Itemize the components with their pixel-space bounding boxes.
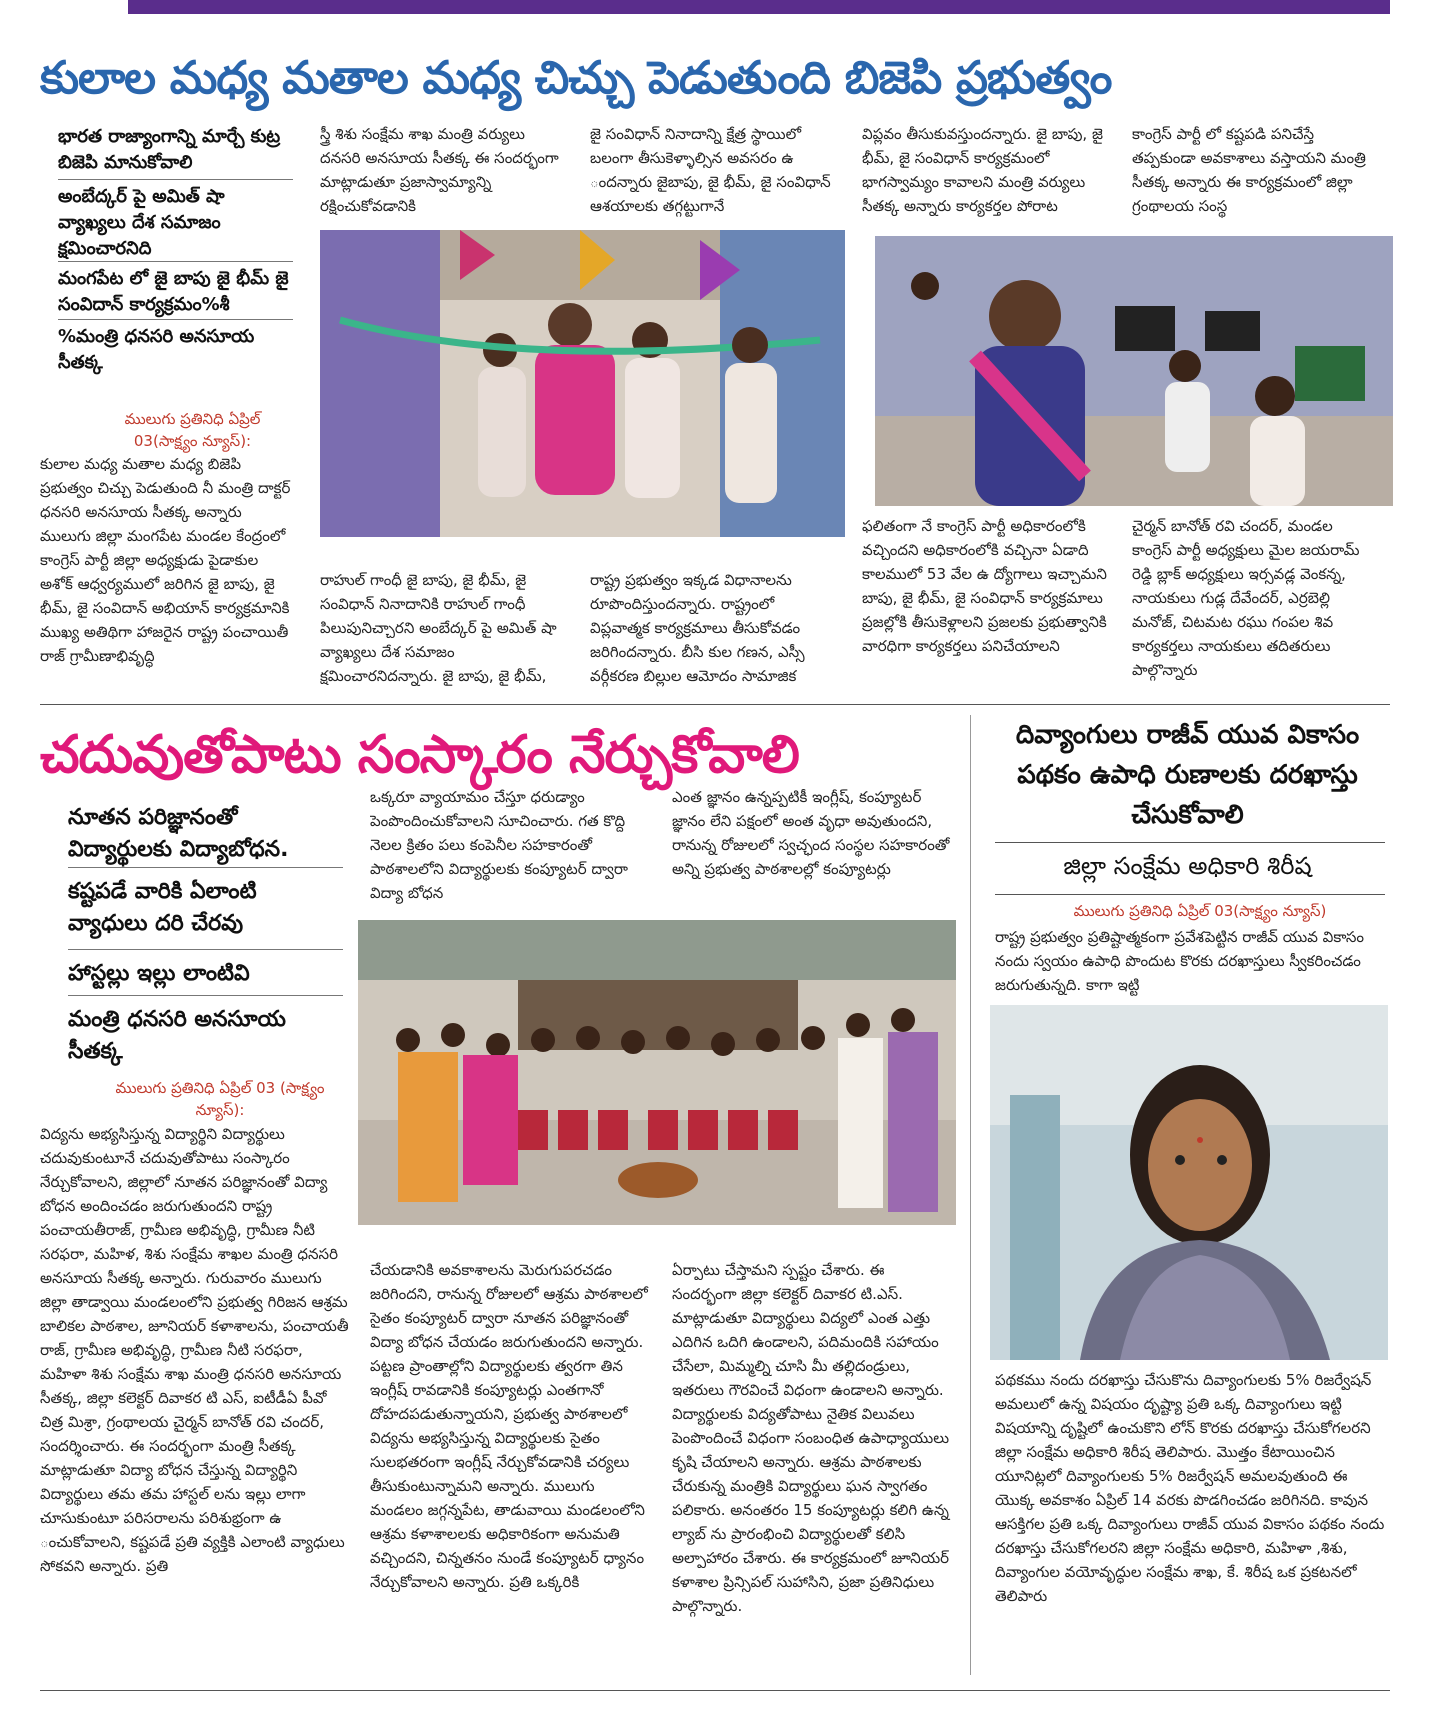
story1-col4-top: విప్లవం తీసుకువస్తుందన్నారు. జై బాపు, జై భీమ్, జై సంవిధాన్ కార్యక్రమంలో భాగస్వామ్యం కావాలని మంత్రి వర్యులు సీతక్క అన్నారు కార్యకర్తల పోరాట	[862, 125, 1103, 215]
story2-col3-top: ఎంత జ్ఞానం ఉన్నప్పటికీ ఇంగ్లీష్, కంప్యూటర్ జ్ఞానం లేని పక్షంలో అంత వృధా అవుతుందని, రానున్న రోజులలో స్వచ్ఛంద సంస్థల సహకారంతో అన్ని ప్రభుత్వ పాఠశాలల్లో కంప్యూటర్లు	[672, 788, 950, 878]
story1-col1: కులాల మధ్య మతాల మధ్య బిజెపి ప్రభుత్వం చిచ్చు పెడుతుంది నీ మంత్రి దాక్టర్ ధనసరి అనసూయ సీతక్క అన్నారు ములుగు జిల్లా మంగపేట మండల కేంద్రంలో కాంగ్రెస్ పార్టీ జిల్లా అధ్యక్షుడు పైడాకుల అశోక్ ఆధ్వర్యములో జరిగిన జై బాపు, జై భీమ్, జై సంవిదాన్ అభియాన్ కార్యక్రమానికి ముఖ్య అతిథిగా హాజరైన రాష్ట్ర పంచాయితీ రాజ్ గ్రామీణాభివృద్ధి	[40, 455, 291, 665]
story1-col3-top: జై సంవిధాన్ నినాదాన్ని క్షేత్ర స్థాయిలో బలంగా తీసుకెళ్ళాల్సిన అవసరం ఉ ందన్నారు జైబాపు, జై భీమ్, జై సంవిధాన్ ఆశయాలకు తగ్గట్టుగానే	[590, 125, 831, 215]
story1-col2-top: స్త్రీ శిశు సంక్షేమ శాఖ మంత్రి వర్యులు దనసరి అనసూయ సీతక్క ఈ సందర్భంగా మాట్లాడుతూ ప్రజాస్వామ్యాన్ని రక్షించుకోవడానికి	[320, 125, 559, 215]
highlight-1: భారత రాజ్యాంగాన్ని మార్చే కుట్ర బిజెపి మానుకోవాలి	[58, 122, 293, 180]
story3-top-text: రాష్ట్ర ప్రభుత్వం ప్రతిష్టాత్మకంగా ప్రవేశపెట్టిన రాజీవ్ యువ వికాసం నందు స్వయం ఉపాధి పొందుట కొరకు దరఖాస్తులు స్వీకరించడం జరుగుతున్నది. కాగా ఇట్టి	[995, 928, 1364, 994]
story3-dateline: ములుగు ప్రతినిధి ఏప్రిల్ 03(సాక్ష్యం న్యూస్)	[1073, 902, 1327, 920]
officer-portrait-illustration	[990, 1005, 1388, 1360]
story2-dateline: ములుగు ప్రతినిధి ఏప్రిల్ 03 (సాక్ష్యం న్యూస్):	[115, 1079, 325, 1119]
photo-computer-lab	[875, 236, 1393, 506]
story2-col1: విద్యను అభ్యసిస్తున్న విద్యార్థిని విద్యార్థులు చదువుకుంటూనే చదువుతోపాటు సంస్కారం నేర్చుకోవాలని, జిల్లాలో నూతన పరిజ్ఞానంతో విద్యా బోధన అందించడం జరుగుతుందని రాష్ట్ర పంచాయతీరాజ్, గ్రామీణ అభివృద్ధి, గ్రామీణ నీటి సరఫరా, మహిళ, శిశు సంక్షేమ శాఖల మంత్రి ధనసరి అనసూయ సీతక్క అన్నారు. గురువారం ములుగు జిల్లా తాడ్వాయి మండలంలోని ప్రభుత్వ గిరిజన ఆశ్రమ బాలికల పాఠశాల, జూనియర్ కళాశాలను, పంచాయతీ రాజ్, గ్రామీణ అభివృద్ధి, గ్రామీణ నీటి సరఫరా, మహిళా శిశు సంక్షేమ శాఖ మంత్రి ధనసరి అనసూయ సీతక్క, జిల్లా కలెక్టర్ దివాకర టి ఎస్, ఐటీడీఏ పీవో చిత్ర మిశ్రా, గ్రంథాలయ చైర్మన్ బానోత్ రవి చందర్, సందర్శించారు. ఈ సందర్భంగా మంత్రి సీతక్క మాట్లాడుతూ విద్యా బోధన చేస్తున్న విద్యార్థిని విద్యార్థులు తమ తమ హాస్టల్ లను ఇల్లు లాగా చూసుకుంటూ పరిసరాలను పరిశుభ్రంగా ఉ ంచుకోవాలని, కష్టపడే ప్రతి వ్యక్తికి ఎలాంటి వ్యాధులు సోకవని అన్నారు. ప్రతి	[40, 1125, 349, 1575]
story3-rule-2	[995, 894, 1385, 895]
story1-highlights	[58, 122, 293, 378]
photo-ribbon-cutting	[320, 230, 845, 537]
highlight-minister: మంత్రి ధనసరి అనసూయ సీతక్క	[68, 1007, 286, 1064]
story1-col2-bottom: రాహుల్ గాంధీ జై బాపు, జై భీమ్, జై సంవిధాన్ నినాదానికి రాహుల్ గాంధీ పిలుపునిచ్చారని అంబేద్కర్ పై అమిత్ షా వ్యాఖ్యలు దేశ సమాజం క్షమించారనిదన్నారు. జై బాపు, జై భీమ్,	[320, 571, 557, 685]
story2-col3-bottom: ఏర్పాటు చేస్తామని స్పష్టం చేశారు. ఈ సందర్భంగా జిల్లా కలెక్టర్ దివాకర టి.ఎస్. మాట్లాడుతూ విద్యార్థులు విద్యలో ఎంత ఎత్తు ఎదిగిన ఒదిగి ఉండాలని, పదిమందికి సహాయం చేసేలా, మిమ్మల్ని చూసి మీ తల్లిదండ్రులు, ఇతరులు గౌరవించే విధంగా ఉండాలని అన్నారు. విద్యార్థులకు విద్యతోపాటు నైతిక విలువలు పెంపొందించే విధంగా సంబంధిత ఉపాధ్యాయులు కృషి చేయాలని అన్నారు. ఆశ్రమ పాఠశాలకు చేరుకున్న మంత్రికి విద్యార్థులు ఘన స్వాగతం పలికారు. అనంతరం 15 కంప్యూటర్లు కలిగి ఉన్న ల్యాబ్ ను ప్రారంభించి విద్యార్థులతో కలిసి అల్పాహారం చేశారు. ఈ కార్యక్రమంలో జూనియర్ కళాశాల ప్రిన్సిపల్ సుహాసిని, ప్రజా ప్రతినిధులు పాల్గొన్నారు.	[672, 1261, 950, 1615]
highlight-3: మంగపేట లో జై బాపు జై భీమ్ జై సంవిదాన్ కార్యక్రమం%శీ	[58, 262, 293, 320]
highlight-new-tech: నూతన పరిజ్ఞానంతో విద్యార్థులకు విద్యాబోధన.	[68, 800, 343, 868]
story2-col2-bottom: చేయడానికి అవకాశాలను మెరుగుపరచడం జరిగిందని, రానున్న రోజులలో ఆశ్రమ పాఠశాలలో సైతం కంప్యూటర్ ద్వారా నూతన పరిజ్ఞానంతో విద్యా బోధన చేయడం జరుగుతుందని అన్నారు. పట్టణ ప్రాంతాల్లోని విద్యార్థులకు త్వరగా తిన ఇంగ్లీష్ రావడానికి కంప్యూటర్లు ఎంతగానో దోహదపడుతున్నాయని, ప్రభుత్వ పాఠశాలలో విద్యను అభ్యసిస్తున్న విద్యార్థులకు సైతం సులభతరంగా ఇంగ్లీష్ నేర్చుకోవడానికి చర్యలు తీసుకుంటున్నామని అన్నారు. ములుగు మండలం జగ్గన్నపేట, తాడువాయి మండలంలోని ఆశ్రమ కళాశాలలకు అధికారికంగా అనుమతి వచ్చిందని, చిన్నతనం నుండే కంప్యూటర్ ధ్యానం నేర్చుకోవాలని అన్నారు. ప్రతి ఒక్కరికి	[370, 1261, 648, 1591]
highlight-hostels: హాస్టల్లు ఇల్లు లాంటివి	[68, 950, 343, 996]
section-divider	[40, 704, 1390, 705]
story1-col4-bottom: ఫలితంగా నే కాంగ్రెస్ పార్టీ అధికారంలోకి వచ్చిందని అధికారంలోకి వచ్చినా ఏడాది కాలములో 53 వేల ఉ ద్యోగాలు ఇచ్చామని బాపు, జై భీమ్, జై సంవిధాన్ కార్యక్రమాలు ప్రజల్లోకి తీసుకెళ్లాలని ప్రజలకు ప్రభుత్వానికి వారధిగా కార్యకర్తలు పనిచేయాలని	[862, 517, 1107, 655]
story1-dateline: ములుగు ప్రతినిధి ఏప్రిల్ 03(సాక్ష్యం న్యూస్):	[124, 410, 261, 450]
computer-lab-illustration	[875, 236, 1393, 506]
story1-col5-bottom: చైర్మన్ బానోత్ రవి చందర్, మండల కాంగ్రెస్ పార్టీ అధ్యక్షులు మైల జయరామ్ రెడ్డి బ్లాక్ అధ్యక్షులు ఇర్సవడ్ల వెంకన్న, నాయకులు గుడ్ల దేవేందర్, ఎర్రబెల్లి మనోజ్, చిటమట రఘు గంపల శివ కార్యకర్తలు నాయకులు తదితరులు పాల్గొన్నారు	[1132, 517, 1360, 679]
story2-highlights	[68, 800, 343, 1072]
top-color-bar	[128, 0, 1390, 14]
headline-education-story: చదువుతోపాటు సంస్కారం నేర్చుకోవాలి	[40, 725, 799, 785]
highlight-hardwork: కష్టపడే వారికి ఏలాంటి వ్యాధులు దరి చేరవు	[68, 868, 343, 950]
column-divider	[970, 715, 971, 1675]
ribbon-cutting-illustration	[320, 230, 845, 537]
photo-officer-portrait	[990, 1005, 1388, 1360]
headline-bjp-story: కులాల మధ్య మతాల మధ్య చిచ్చు పెడుతుంది బిజెపి ప్రభుత్వం	[40, 51, 1112, 104]
footer-divider	[40, 1690, 1390, 1691]
group-students-illustration	[358, 920, 956, 1225]
story2-col2-top: ఒక్కరూ వ్యాయామం చేస్తూ ధరుడ్యాం పెంపొందించుకోవాలని సూచించారు. గత కొద్ది నెలల క్రితం పలు కంపెనీల సహకారంతో పాఠశాలలోని విద్యార్థులకు కంప్యూటర్ ద్వారా విద్యా బోధన	[370, 788, 628, 902]
highlight-2: అంబేద్కర్ పై అమిత్ షా వ్యాఖ్యలు దేశ సమాజం క్షమించారనిది	[58, 180, 293, 262]
photo-group-students	[358, 920, 956, 1225]
story3-subheading: జిల్లా సంక్షేమ అధికారి శిరీష	[1063, 852, 1312, 880]
story1-col3-bottom: రాష్ట్ర ప్రభుత్వం ఇక్కడ విధానాలను రూపొందిస్తుందన్నారు. రాష్ట్రంలో విప్లవాత్మక కార్యక్రమాలు తీసుకోవడం జరిగిందన్నారు. బీసి కుల గణన, ఎస్సీ వర్గీకరణ బిల్లుల ఆమోదం సామాజిక	[590, 571, 805, 685]
story1-col5-top: కాంగ్రెస్ పార్టీ లో కష్టపడి పనిచేస్తే తప్పకుండా అవకాశాలు వస్తాయని మంత్రి సీతక్క అన్నారు ఈ కార్యక్రమంలో జిల్లా గ్రంథాలయ సంస్థ	[1132, 125, 1366, 215]
story3-rule	[995, 842, 1385, 843]
highlight-4: %మంత్రి ధనసరి అనసూయ సీతక్క	[58, 326, 255, 373]
story3-bottom-text: పథకము నందు దరఖాస్తు చేసుకొను దివ్యాంగులకు 5% రిజర్వేషన్ అమలులో ఉన్న విషయం దృష్ట్యా ప్రతి ఒక్క దివ్యాంగులు ఇట్టి విషయాన్ని దృష్టిలో ఉంచుకొని లోన్ కొరకు దరఖాస్తు చేసుకోగలరని జిల్లా సంక్షేమ అధికారి శిరీష తెలిపారు. మొత్తం కేటాయించిన యూనిట్లలో దివ్యాంగులకు 5% రిజర్వేషన్ అమలవుతుంది ఈ యొక్క అవకాశం ఏప్రిల్ 14 వరకు పొడగించడం జరిగినది. కావున ఆసక్తిగల ప్రతి ఒక్క దివ్యాంగులు రాజీవ్ యువ వికాసం పథకం నందు దరఖాస్తు చేసుకోగలరని జిల్లా సంక్షేమ అధికారి, మహిళా ,శిశు, దివ్యాంగుల వయోవృద్ధుల సంక్షేమ శాఖ, కే. శిరీష ఒక ప్రకటనలో తెలిపారు	[995, 1371, 1385, 1605]
story3-heading: దివ్యాంగులు రాజీవ్ యువ వికాసం పథకం ఉపాధి రుణాలకు దరఖాస్తు చేసుకోవాలి	[1015, 720, 1360, 830]
